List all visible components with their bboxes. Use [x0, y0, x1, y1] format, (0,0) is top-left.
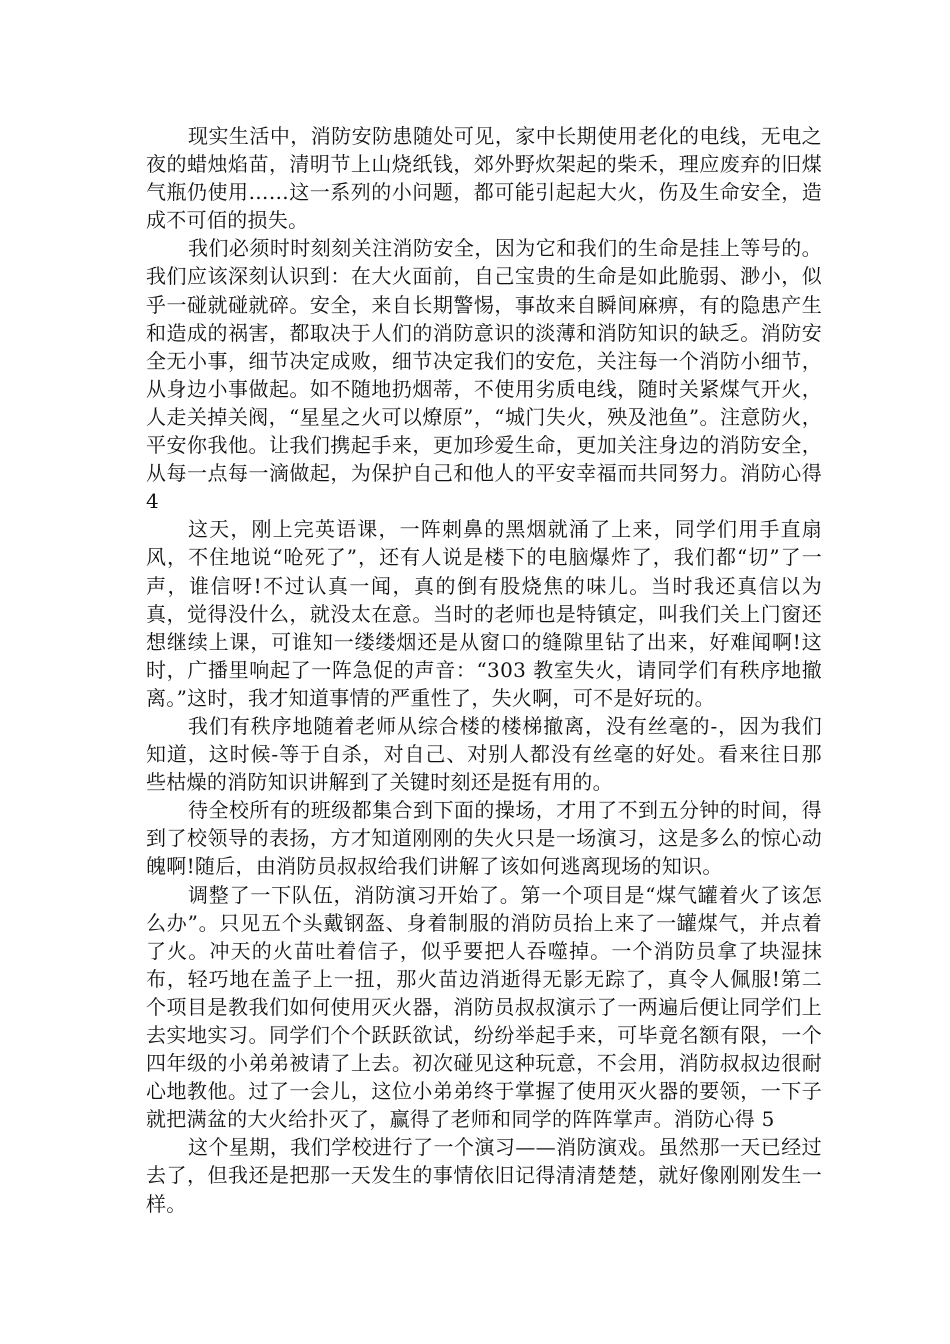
paragraph: 我们必须时时刻刻关注消防安全，因为它和我们的生命是挂上等号的。我们应该深刻认识到：在大火面前，自己宝贵的生命是如此脆弱、渺小，似乎一碰就碰就碎。安全，来自长期警惕，事故来自瞬间麻痹，有的隐患产生和造成的祸害，都取决于人们的消防意识的淡薄和消防知识的缺乏。消防安全无小事，细节决定成败，细节决定我们的安危，关注每一个消防小细节，从身边小事做起。如不随地扔烟蒂，不使用劣质电线，随时关紧煤气开火，人走关掉关阀，“星星之火可以燎原”，“城门失火，殃及池鱼”。注意防火，平安你我他。让我们携起手来，更加珍爱生命，更加关注身边的消防安全，从每一点每一滴做起，为保护自己和他人的平安幸福而共同努力。消防心得 4 — [146, 236, 822, 514]
paragraph: 这个星期，我们学校进行了一个演习——消防演戏。虽然那一天已经过去了，但我还是把那一天发生的事情依旧记得清清楚楚，就好像刚刚发生一样。 — [146, 1135, 822, 1216]
paragraph: 现实生活中，消防安防患随处可见，家中长期使用老化的电线，无电之夜的蜡烛焰苗，清明节上山烧纸钱，郊外野炊架起的柴禾，理应废弃的旧煤气瓶仍使用……这一系列的小问题，都可能引起起大火，伤及生命安全，造成不可佰的损失。 — [146, 124, 822, 233]
paragraph: 我们有秩序地随着老师从综合楼的楼梯撤离，没有丝毫的-，因为我们知道，这时候-等于自杀，对自己、对别人都没有丝毫的好处。看来往日那些枯燥的消防知识讲解到了关键时刻还是挺有用的。 — [146, 713, 822, 795]
document-body — [146, 122, 822, 1218]
paragraph: 调整了一下队伍，消防演习开始了。第一个项目是“煤气罐着火了该怎么办”。只见五个头戴钢盔、身着制服的消防员抬上来了一罐煤气，并点着了火。冲天的火苗吐着信子，似乎要把人吞噬掉。一个消防员拿了块湿抹布，轻巧地在盖子上一扭，那火苗边消逝得无影无踪了，真令人佩服!第二个项目是教我们如何使用灭火器，消防员叔叔演示了一两遍后便让同学们上去实地实习。同学们个个跃跃欲试，纷纷举起手来，可毕竟名额有限，一个四年级的小弟弟被请了上去。初次碰见这种玩意，不会用，消防叔叔边很耐心地教他。过了一会儿，这位小弟弟终于掌握了使用灭火器的要领，一下子就把满盆的大火给扑灭了，赢得了老师和同学的阵阵掌声。消防心得 5 — [146, 882, 822, 1132]
paragraph: 待全校所有的班级都集合到下面的操场，才用了不到五分钟的时间，得到了校领导的表扬，方才知道刚刚的失火只是一场演习，这是多么的惊心动魄啊!随后，由消防员叔叔给我们讲解了该如何逃离现场的知识。 — [146, 798, 822, 879]
paragraph: 这天，刚上完英语课，一阵刺鼻的黑烟就涌了上来，同学们用手直扇风，不住地说“呛死了”，还有人说是楼下的电脑爆炸了，我们都“切”了一声，谁信呀!不过认真一闻，真的倒有股烧焦的味儿。当时我还真信以为真，觉得没什么，就没太在意。当时的老师也是特镇定，叫我们关上门窗还想继续上课，可谁知一缕缕烟还是从窗口的缝隙里钻了出来，好难闻啊!这时，广播里响起了一阵急促的声音：“303 教室失火，请同学们有秩序地撤离。”这时，我才知道事情的严重性了，失火啊，可不是好玩的。 — [146, 517, 822, 710]
